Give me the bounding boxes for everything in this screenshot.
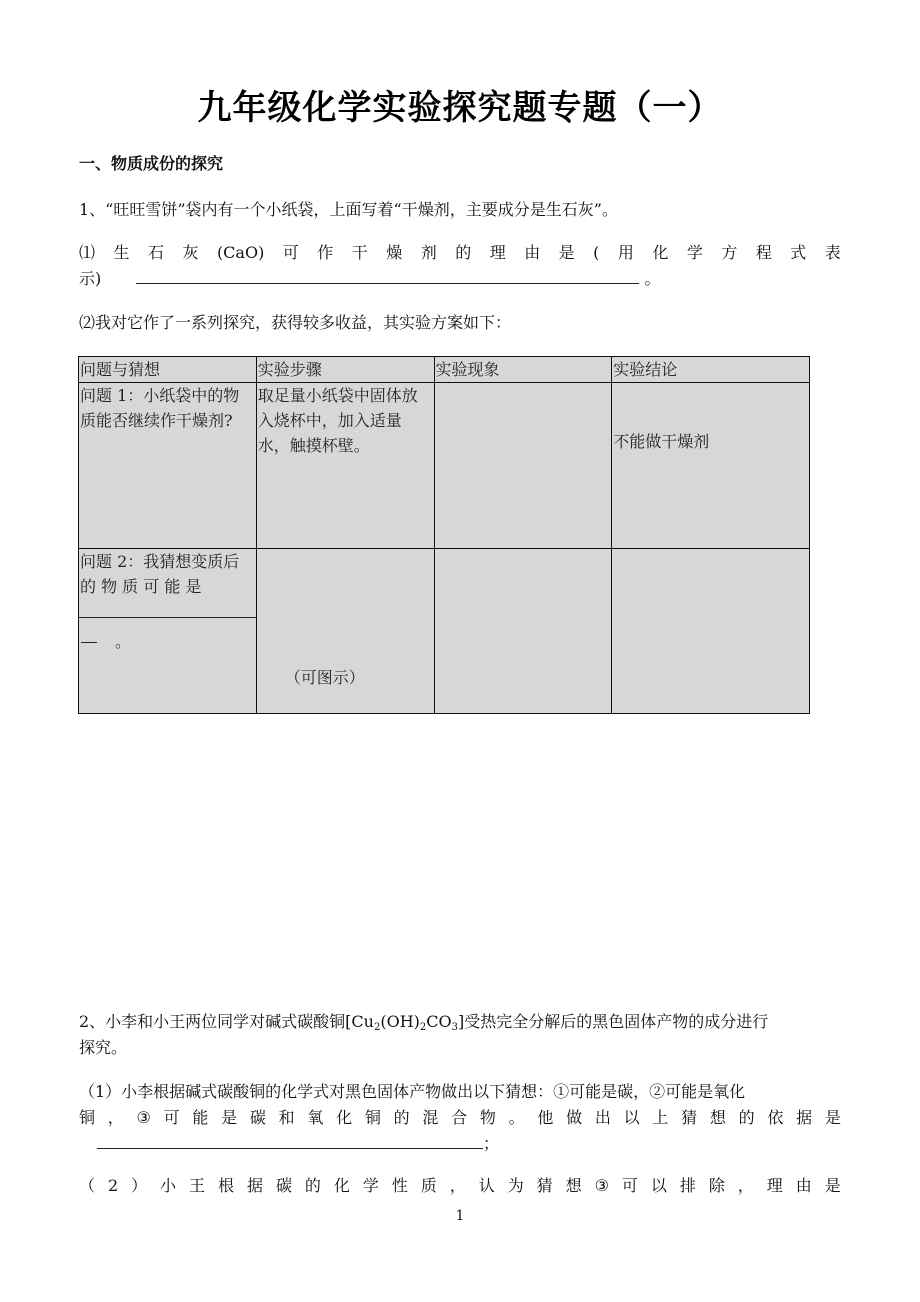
justified-char: 可 [163,1108,180,1127]
justified-char: 式 [790,243,807,262]
justified-char: 氧 [307,1108,324,1127]
justified-char: 铜 [364,1108,381,1127]
justified-char: 出 [594,1108,611,1127]
justified-char: 可 [282,243,299,262]
justified-char: 合 [451,1108,468,1127]
justified-char: 方 [721,243,738,262]
justified-char: （ [79,1176,96,1195]
justified-char: ） [131,1176,148,1195]
justified-char: 质 [420,1176,437,1195]
justified-char: 用 [617,243,634,262]
row1-conclusion-cell [612,383,810,549]
justified-char: 性 [391,1176,408,1195]
question-2-part-1-line-2 [79,1105,841,1131]
row1-conclusion: 不能做干燥剂 [613,432,710,451]
justified-char: (CaO) [216,243,265,262]
justified-char: 化 [333,1176,350,1195]
justified-char: 据 [246,1176,263,1195]
justified-char: 2 [107,1176,119,1195]
page-number: 1 [455,1208,465,1224]
table-row [79,549,810,714]
justified-char: ， [449,1176,466,1195]
justified-char: 理 [489,243,506,262]
question-2-intro-line-2: 探究。 [79,1038,128,1057]
row1-phenomenon-cell[interactable] [434,383,612,549]
justified-char: 的 [455,243,472,262]
row2-question-tail: 。 [81,629,131,654]
justified-char: 化 [652,243,669,262]
question-1-part-1-line-1 [79,240,841,266]
justified-char: 小 [160,1176,177,1195]
justified-char: 是 [221,1108,238,1127]
justified-char: 猜 [681,1108,698,1127]
justified-char: 根 [218,1176,235,1195]
justified-char: 理 [766,1176,783,1195]
justified-char: 是 [558,243,575,262]
answer-blank[interactable] [136,283,639,284]
justified-char: 是 [824,1108,841,1127]
question-2-part-1-line-1: （1）小李根据碱式碳酸铜的化学式对黑色固体产物做出以下猜想：①可能是碳，②可能是氧化 [79,1082,746,1101]
justified-char: 认 [478,1176,495,1195]
justified-char: 和 [278,1108,295,1127]
justified-char: 据 [796,1108,813,1127]
justified-char: ， [107,1108,124,1127]
justified-char: 能 [192,1108,209,1127]
row2-steps-cell[interactable] [256,549,434,714]
header-steps: 实验步骤 [256,357,434,383]
justified-char: ③ [136,1108,151,1127]
justified-char: 排 [679,1176,696,1195]
justified-char: 由 [524,243,541,262]
justified-char: 生 [113,243,130,262]
justified-char: 化 [336,1108,353,1127]
justified-char: 的 [304,1176,321,1195]
row2-question-cell [79,549,257,714]
table-header-row [79,357,810,383]
justified-char: 上 [652,1108,669,1127]
answer-blank[interactable] [97,1148,483,1149]
row1-question: 问题 1：小纸袋中的物质能否继续作干燥剂? [79,383,257,549]
question-2-part-2-line-1 [79,1173,841,1199]
row2-conclusion-cell[interactable] [612,549,810,714]
justified-char: 程 [755,243,772,262]
justified-char: 为 [507,1176,524,1195]
justified-char: 剂 [420,243,437,262]
justified-char: ③ [594,1176,609,1195]
justified-char: 猜 [536,1176,553,1195]
row2-steps-hint: （可图示） [284,668,365,687]
justified-char: 王 [189,1176,206,1195]
justified-char: 依 [767,1108,784,1127]
justified-char: 作 [317,243,334,262]
question-1-part-2: ⑵我对它作了一系列探究，获得较多收益，其实验方案如下： [79,313,512,332]
justified-char: 做 [566,1108,583,1127]
justified-char: 是 [824,1176,841,1195]
section-heading: 一、物质成份的探究 [79,154,224,173]
justified-char: 学 [362,1176,379,1195]
justified-char: 。 [508,1108,525,1127]
justified-char: 想 [565,1176,582,1195]
answer-blank-line[interactable] [79,617,256,618]
experiment-table [78,356,810,714]
question-2-part-1-line-3: ； [97,1131,499,1157]
part-1-prefix: 示) [79,269,102,288]
justified-char: ， [737,1176,754,1195]
row1-steps: 取足量小纸袋中固体放入烧杯中，加入适量水，触摸杯壁。 [256,383,434,549]
justified-char: 以 [623,1108,640,1127]
justified-char: 的 [393,1108,410,1127]
justified-char: 想 [709,1108,726,1127]
row2-question: 问题 2：我猜想变质后的 物 质 可 能 是 [80,552,240,596]
justified-char: 表 [824,243,841,262]
page-title: 九年级化学实验探究题专题（一） [197,88,723,128]
header-conclusion: 实验结论 [612,357,810,383]
row2-phenomenon-cell[interactable] [434,549,612,714]
part-1-suffix: 。 [644,269,661,288]
justified-char: 碳 [275,1176,292,1195]
justified-char: 石 [147,243,164,262]
justified-char: 以 [650,1176,667,1195]
table-row [79,383,810,549]
justified-char: 干 [351,243,368,262]
justified-char: 铜 [79,1108,96,1127]
blank-dash [81,642,97,643]
justified-char: 灰 [182,243,199,262]
justified-char: 燥 [386,243,403,262]
justified-char: 物 [479,1108,496,1127]
justified-char: 学 [686,243,703,262]
question-2-intro: 2、小李和小王两位同学对碱式碳酸铜$[Cu_2(OH)_2CO_3]$受热完全分解后的黑色固体产物的成分进行 [79,1012,769,1033]
justified-char: 他 [537,1108,554,1127]
justified-char: 碳 [249,1108,266,1127]
justified-char: 可 [621,1176,638,1195]
header-question: 问题与猜想 [79,357,257,383]
justified-char: 由 [795,1176,812,1195]
justified-char: ⑴ [79,243,96,262]
justified-char: 的 [738,1108,755,1127]
justified-char: 除 [708,1176,725,1195]
header-phenomenon: 实验现象 [434,357,612,383]
justified-char: 混 [422,1108,439,1127]
question-1-intro: 1、“旺旺雪饼”袋内有一个小纸袋，上面写着“干燥剂，主要成分是生石灰”。 [79,200,618,219]
justified-char: ( [593,243,600,262]
question-1-part-1-line-2 [79,266,660,292]
